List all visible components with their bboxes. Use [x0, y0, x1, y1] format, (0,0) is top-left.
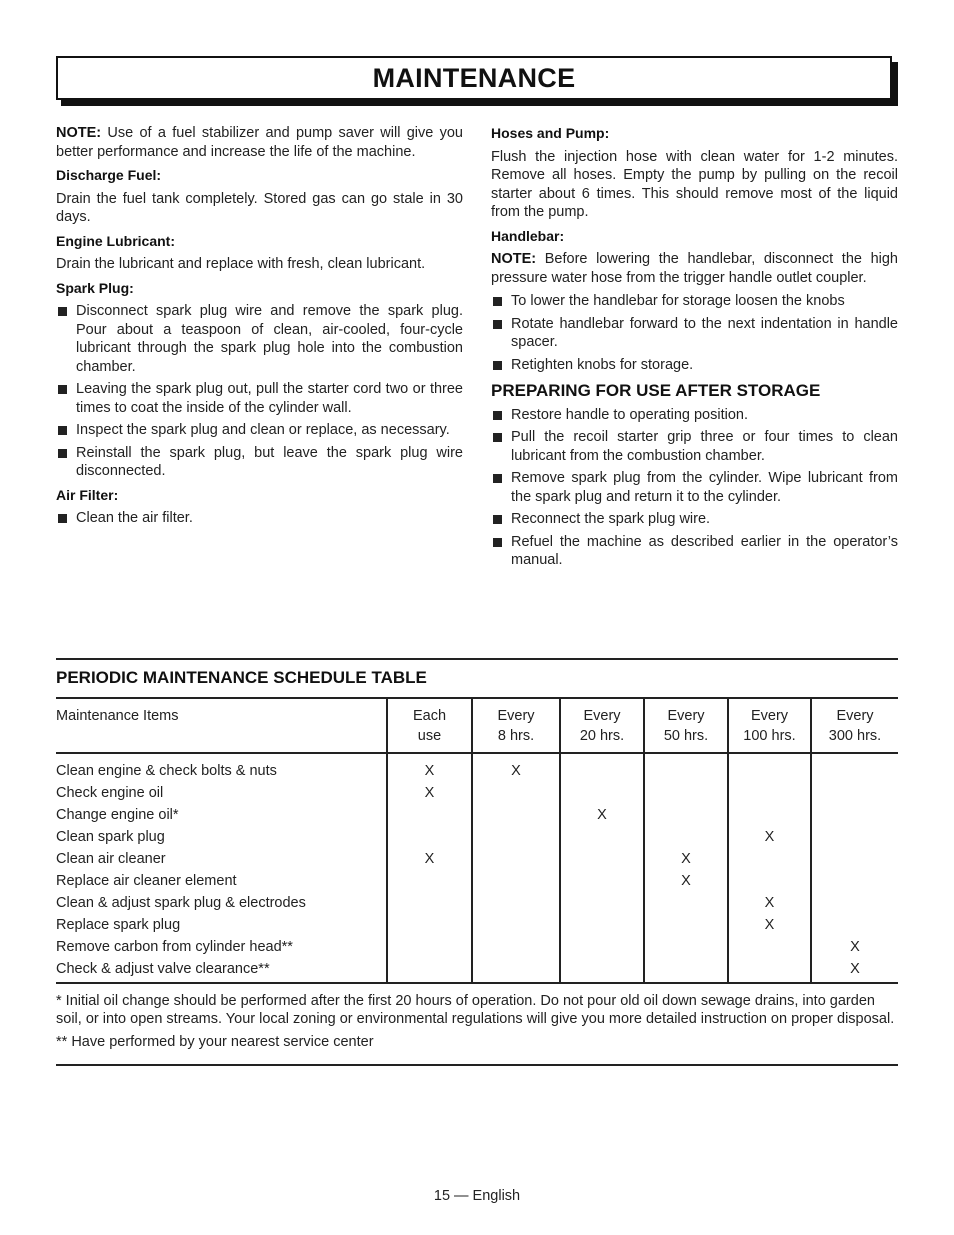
interval-mark-cell [728, 848, 811, 870]
interval-mark-cell: X [644, 848, 728, 870]
column-header: Every 100 hrs. [728, 698, 811, 753]
interval-mark-cell [472, 936, 560, 958]
spark-plug-heading: Spark Plug: [56, 279, 134, 296]
interval-mark-cell: X [472, 753, 560, 782]
interval-mark-cell [644, 936, 728, 958]
engine-lubricant-heading: Engine Lubricant: [56, 232, 175, 249]
interval-mark-cell [644, 753, 728, 782]
interval-mark-cell [472, 914, 560, 936]
interval-mark-cell [644, 826, 728, 848]
interval-mark-cell [560, 782, 644, 804]
spark-plug-list [56, 302, 463, 481]
maintenance-item-cell: Check engine oil [56, 784, 164, 801]
interval-mark-cell [472, 826, 560, 848]
interval-mark-cell: X [387, 753, 472, 782]
interval-mark-cell: X [560, 804, 644, 826]
preparing-list [491, 406, 898, 570]
maintenance-item-cell: Replace spark plug [56, 916, 181, 933]
interval-mark-cell [560, 848, 644, 870]
interval-mark-cell: X [811, 936, 898, 958]
air-filter-heading: Air Filter: [56, 486, 119, 503]
list-item: Reconnect the spark plug wire. [491, 510, 898, 529]
interval-mark-cell [560, 958, 644, 983]
right-column [491, 124, 898, 575]
interval-mark-cell: X [387, 848, 472, 870]
table-row [56, 958, 898, 983]
maintenance-schedule [56, 658, 898, 1066]
note-text: Before lowering the handlebar, disconnect the high pressure water hose from the trigger handle outlet coupler. [491, 251, 898, 286]
maintenance-item-cell: Check & adjust valve clearance** [56, 960, 270, 977]
schedule-body [56, 753, 898, 983]
interval-mark-cell [560, 826, 644, 848]
discharge-fuel-heading: Discharge Fuel: [56, 167, 162, 183]
list-item: Leaving the spark plug out, pull the starter cord two or three times to coat the inside of the cylinder wall. [56, 380, 463, 417]
interval-mark-cell [644, 892, 728, 914]
column-header: Every 20 hrs. [560, 698, 644, 753]
schedule-table [56, 697, 898, 984]
maintenance-item-cell: Clean spark plug [56, 828, 165, 845]
table-row [56, 936, 898, 958]
table-row [56, 804, 898, 826]
interval-mark-cell [811, 804, 898, 826]
list-item: Restore handle to operating position. [491, 406, 898, 425]
list-item: Disconnect spark plug wire and remove the spark plug. Pour about a teaspoon of clean, air-cooled, four-cycle lubricant through the spark plug hole into the combustion chamber. [56, 302, 463, 376]
engine-lubricant-text: Drain the lubricant and replace with fresh, clean lubricant. [56, 256, 426, 272]
interval-mark-cell: X [811, 958, 898, 983]
schedule-notes [56, 984, 898, 1067]
interval-mark-cell: X [728, 826, 811, 848]
page-footer: 15 — English [433, 1188, 521, 1204]
interval-mark-cell [472, 892, 560, 914]
maintenance-item-cell: Replace air cleaner element [56, 872, 237, 889]
table-row [56, 870, 898, 892]
hoses-pump-heading: Hoses and Pump: [491, 125, 610, 141]
table-row [56, 848, 898, 870]
intro-note [56, 124, 463, 161]
interval-mark-cell: X [387, 782, 472, 804]
interval-mark-cell [560, 870, 644, 892]
left-column [56, 124, 463, 533]
footnote-service: ** Have performed by your nearest service center [56, 1033, 374, 1050]
interval-mark-cell [472, 782, 560, 804]
title-box [56, 56, 892, 100]
column-header: Every 8 hrs. [472, 698, 560, 753]
interval-mark-cell: X [728, 892, 811, 914]
divider [56, 658, 898, 660]
maintenance-item-cell: Clean engine & check bolts & nuts [56, 762, 277, 779]
air-filter-list [56, 509, 463, 528]
interval-mark-cell [644, 958, 728, 983]
interval-mark-cell [560, 892, 644, 914]
list-item: Retighten knobs for storage. [491, 356, 898, 375]
table-row [56, 782, 898, 804]
column-header: Every 50 hrs. [644, 698, 728, 753]
interval-mark-cell [644, 914, 728, 936]
handlebar-note [491, 250, 898, 287]
interval-mark-cell [560, 914, 644, 936]
interval-mark-cell [728, 870, 811, 892]
interval-mark-cell [728, 958, 811, 983]
column-header: Maintenance Items [56, 698, 387, 753]
list-item: Clean the air filter. [56, 509, 463, 528]
interval-mark-cell [387, 958, 472, 983]
table-row [56, 892, 898, 914]
maintenance-item-cell: Clean air cleaner [56, 850, 166, 867]
page-title: MAINTENANCE [372, 62, 576, 93]
interval-mark-cell: X [728, 914, 811, 936]
maintenance-item-cell: Clean & adjust spark plug & electrodes [56, 894, 306, 911]
interval-mark-cell [560, 936, 644, 958]
list-item: Rotate handlebar forward to the next indentation in handle spacer. [491, 315, 898, 352]
interval-mark-cell [472, 848, 560, 870]
table-row [56, 753, 898, 782]
schedule-title: PERIODIC MAINTENANCE SCHEDULE TABLE [56, 668, 427, 687]
maintenance-item-cell: Remove carbon from cylinder head** [56, 938, 293, 955]
interval-mark-cell: X [644, 870, 728, 892]
column-header: Each use [387, 698, 472, 753]
interval-mark-cell [811, 753, 898, 782]
note-label: NOTE: [491, 251, 537, 267]
preparing-heading: PREPARING FOR USE AFTER STORAGE [491, 381, 821, 400]
interval-mark-cell [811, 826, 898, 848]
interval-mark-cell [811, 892, 898, 914]
discharge-fuel-text: Drain the fuel tank completely. Stored gas can go stale in 30 days. [56, 190, 463, 225]
interval-mark-cell [387, 804, 472, 826]
footnote-oil: * Initial oil change should be performed after the first 20 hours of operation. Do not pour old oil down sewage drains, into garden soil, or into open streams. Your local zoning or environmental regulations will give you more detailed instruction on proper disposal. [56, 992, 895, 1027]
note-label: NOTE: [56, 125, 102, 141]
column-header: Every 300 hrs. [811, 698, 898, 753]
interval-mark-cell [811, 914, 898, 936]
interval-mark-cell [728, 804, 811, 826]
handlebar-heading: Handlebar: [491, 227, 565, 244]
interval-mark-cell [560, 753, 644, 782]
table-row [56, 914, 898, 936]
interval-mark-cell [387, 870, 472, 892]
interval-mark-cell [387, 914, 472, 936]
interval-mark-cell [728, 753, 811, 782]
interval-mark-cell [387, 892, 472, 914]
table-row [56, 826, 898, 848]
interval-mark-cell [472, 958, 560, 983]
list-item: Refuel the machine as described earlier in the operator’s manual. [491, 533, 898, 570]
interval-mark-cell [644, 804, 728, 826]
interval-mark-cell [811, 848, 898, 870]
interval-mark-cell [644, 782, 728, 804]
page-title-banner [56, 56, 898, 106]
hoses-pump-text: Flush the injection hose with clean water for 1-2 minutes. Remove all hoses. Empty the pump by pulling on the recoil starter about 6 times. This should remove most of the liquid from the pump. [491, 148, 898, 220]
table-header-row [56, 698, 898, 753]
interval-mark-cell [387, 936, 472, 958]
interval-mark-cell [387, 826, 472, 848]
list-item: Remove spark plug from the cylinder. Wipe lubricant from the spark plug and return it to the cylinder. [491, 469, 898, 506]
list-item: Pull the recoil starter grip three or four times to clean lubricant from the combustion chamber. [491, 428, 898, 465]
interval-mark-cell [472, 870, 560, 892]
note-text: Use of a fuel stabilizer and pump saver will give you better performance and increase the life of the machine. [56, 125, 463, 160]
list-item: Inspect the spark plug and clean or replace, as necessary. [56, 421, 463, 440]
maintenance-item-cell: Change engine oil* [56, 806, 179, 823]
interval-mark-cell [472, 804, 560, 826]
interval-mark-cell [728, 936, 811, 958]
interval-mark-cell [811, 870, 898, 892]
list-item: To lower the handlebar for storage loosen the knobs [491, 292, 898, 311]
interval-mark-cell [811, 782, 898, 804]
handlebar-list [491, 292, 898, 374]
interval-mark-cell [728, 782, 811, 804]
list-item: Reinstall the spark plug, but leave the spark plug wire disconnected. [56, 444, 463, 481]
